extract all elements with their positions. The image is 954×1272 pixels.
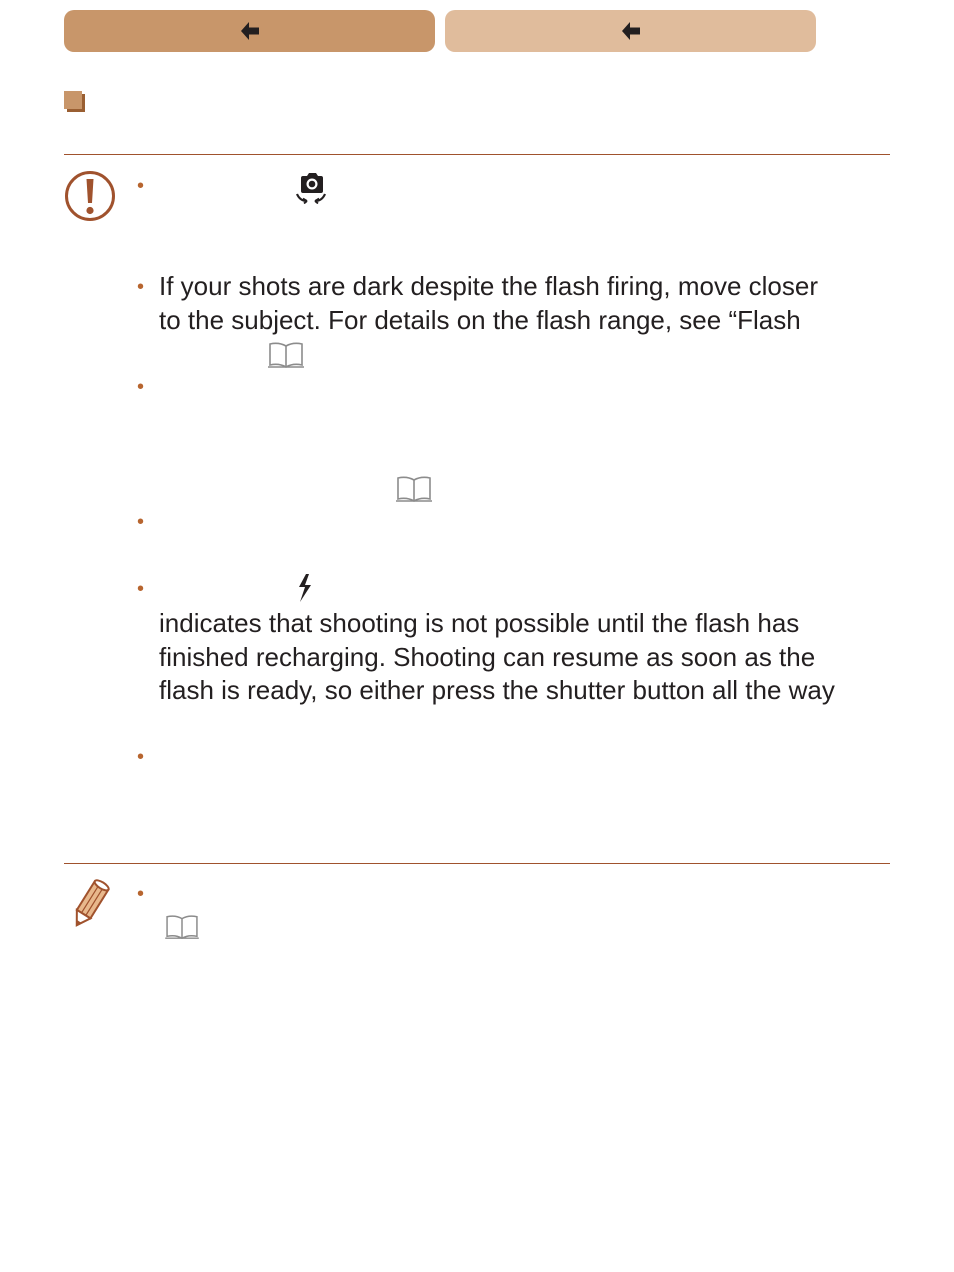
book-icon	[164, 913, 200, 941]
previous-page-button[interactable]	[445, 10, 816, 52]
arrow-left-icon	[238, 19, 262, 43]
book-icon	[395, 474, 433, 504]
book-icon	[267, 340, 305, 370]
section-divider	[64, 863, 890, 864]
section-marker	[64, 91, 82, 109]
flash-icon	[295, 573, 315, 603]
caution-item-2-text: If your shots are dark despite the flash firing, move closer to the subject. For details on the flash range, see “Flash	[159, 271, 818, 335]
back-button[interactable]	[64, 10, 435, 52]
caution-item-5-text: indicates that shooting is not possible until the flash has finished recharging. Shooting can resume as soon as the flash is ready, so either press the shutter button all the way	[159, 608, 835, 705]
camera-shake-icon	[294, 170, 328, 204]
caution-icon	[64, 170, 116, 222]
arrow-left-icon	[619, 19, 643, 43]
bullet: •	[137, 511, 145, 533]
bullet: •	[137, 883, 145, 905]
bullet: •	[137, 276, 145, 298]
pencil-icon	[66, 876, 114, 932]
bullet: •	[137, 376, 145, 398]
bullet: •	[137, 746, 145, 768]
bullet: •	[137, 175, 145, 197]
bullet: •	[137, 578, 145, 600]
section-divider	[64, 154, 890, 155]
